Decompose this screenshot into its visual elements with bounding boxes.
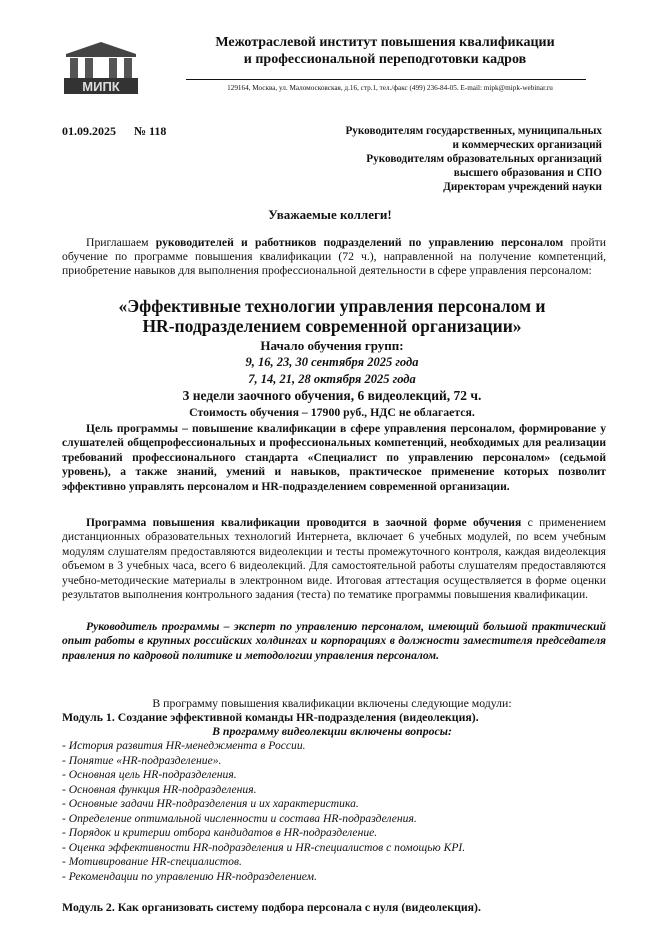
salutation: Уважаемые коллеги! [268,207,392,222]
logo-lettering: МИПК [82,79,120,94]
program-format-text: с применением дистанционных образовательных технологий Интернета, включает 6 учебных модулей, по всем учебным модулям слушателям предоставляются видеолекции и тесты промежуточного контроля, каждая видеолекция объемом в 3 учебных часа, всего 6 видеолекций. Для самостоятельной работы слушателям предоставляются учебно-методические материалы в электронном виде. Итоговая аттестация осуществляется в форме оценки результатов выполнения контрольного задания (теста) по тематике программы повышения квалификации. [62,516,606,602]
list-item: - Определение оптимальной численности и состава HR-подразделения. [62,811,417,825]
course-title-line1: «Эффективные технологии управления персоналом и [118,296,546,316]
intro-paragraph [62,236,606,279]
intro-text-start: Приглашаем [86,236,156,249]
list-item: - Оценка эффективности HR-подразделения и HR-специалистов с помощью KPI. [62,840,466,854]
list-item: - История развития HR-менеджмента в России. [62,739,306,752]
list-item: - Основная функция HR-подразделения. [62,782,257,796]
list-item: - Мотивирование HR-специалистов. [62,855,242,868]
dates-september: 9, 16, 23, 30 сентября 2025 года [245,355,419,369]
module-2-title: Модуль 2. Как организовать систему подбора персонала с нуля (видеолекция). [62,900,481,914]
program-lead: Руководитель программы – эксперт по управлению персоналом, имеющий большой практический опыт работы в крупных российских холдингах и корпорациях в должности заместителя председателя правления по кадровой политике и методологии управления персоналом. [62,620,606,662]
module-1-topics [62,739,602,884]
organization-address: 129164, Москва, ул. Маломосковская, д.16, стр.1, тел./факс (499) 236-84-05. E-mail: mipk@mipk-webinar.ru [227,84,553,92]
list-item: - Основные задачи HR-подразделения и их характеристика. [62,797,359,810]
program-goal: Цель программы – повышение квалификации в сфере управления персоналом, формирование у слушателей общепрофессиональных и профессиональных компетенций, необходимых для реализации требований профессионального стандарта «Специалист по управлению персоналом» (седьмой уровень), а также знаний, умений и навыков, практическое применение которых позволит эффективно управлять персоналом и HR-подразделением современной организации. [62,422,606,493]
list-item: - Понятие «HR-подразделение». [62,753,222,767]
modules-intro: В программу повышения квалификации включены следующие модули: [152,696,512,710]
course-title-line2: HR-подразделением современной организации» [142,316,522,336]
start-label: Начало обучения групп: [260,338,404,353]
header-divider [186,79,586,80]
organization-name-line1: Межотраслевой институт повышения квалификации [215,35,555,50]
intro-text-end: пройти обучение по программе повышения квалификации (72 ч.), направленной на получение компетенций, приобретение навыков для выполнения профессиональной деятельности в сфере управления персоналом: [62,236,607,278]
dates-october: 7, 14, 21, 28 октября 2025 года [248,372,416,386]
course-duration: 3 недели заочного обучения, 6 видеолекций, 72 ч. [182,388,482,403]
organization-name-line2: и профессиональной переподготовки кадров [243,52,527,67]
program-format [62,516,606,602]
document-number: № 118 [134,124,167,138]
recipients-block [300,124,602,194]
questions-title: В программу видеолекции включены вопросы: [212,724,452,738]
recipient-line: и коммерческих организаций [452,139,602,151]
institute-logo [62,40,140,96]
program-format-lead: Программа повышения квалификации проводится в заочной форме обучения [86,516,522,529]
list-item: - Основная цель HR-подразделения. [62,768,237,781]
recipient-line: Директорам учреждений науки [443,181,602,193]
document-date: 01.09.2025 [62,124,116,138]
recipient-line: Руководителям государственных, муниципальных [345,125,602,137]
list-item: - Порядок и критерии отбора кандидатов в HR-подразделение. [62,826,378,839]
organization-name [150,34,620,68]
course-title [62,296,602,336]
course-price: Стоимость обучения – 17900 руб., НДС не облагается. [189,405,475,419]
list-item: - Рекомендации по управлению HR-подразделением. [62,869,317,883]
recipient-line: высшего образования и СПО [453,167,602,179]
recipient-line: Руководителям образовательных организаций [366,153,602,165]
intro-audience: руководителей и работников подразделений по управлению персоналом [155,236,564,249]
module-1-title: Модуль 1. Создание эффективной команды HR-подразделения (видеолекция). [62,710,479,724]
